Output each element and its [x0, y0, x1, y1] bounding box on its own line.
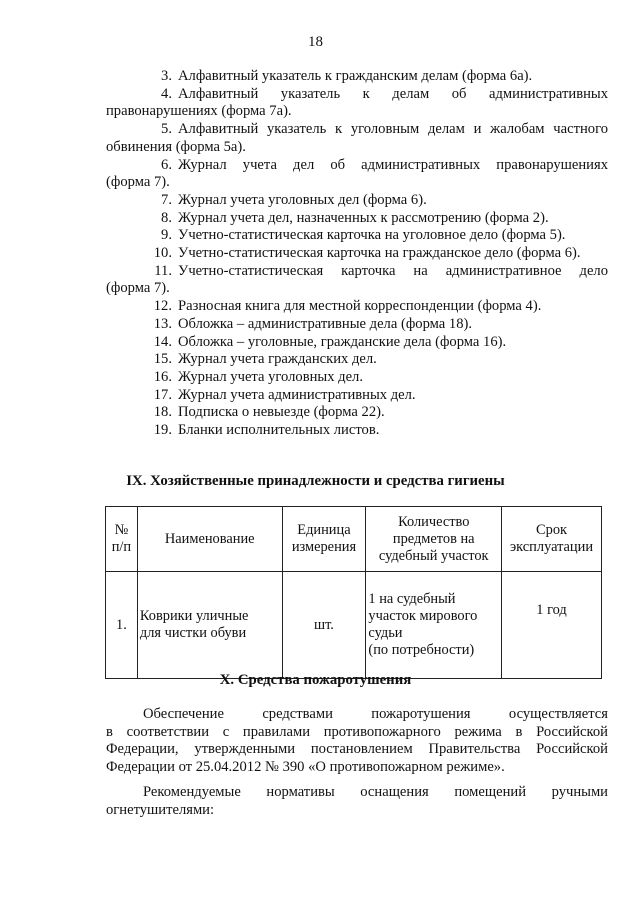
goods-table — [105, 506, 602, 679]
list-item — [106, 404, 608, 422]
list-item — [106, 227, 608, 245]
paragraph-line: Обеспечение средствами пожаротушения осуществляется — [143, 706, 608, 722]
list-item-text: Подписка о невыезде (форма 22). — [178, 404, 385, 421]
list-item-number: 19. — [153, 422, 172, 439]
list-item-number: 7. — [161, 191, 172, 208]
list-item-text: Учетно-статистическая карточка на уголовное дело (форма 5). — [178, 227, 566, 244]
list-item-number: 5. — [161, 121, 172, 138]
list-item-continuation: (форма 7). — [106, 280, 170, 297]
paragraph-line: в соответствии с правилами противопожарного режима в Российской — [106, 723, 608, 740]
list-item-number: 16. — [153, 368, 172, 385]
table-row — [106, 572, 602, 679]
paragraph-line: Федерации от 25.04.2012 № 390 «О противопожарном режиме». — [106, 759, 505, 776]
list-item — [106, 387, 608, 405]
header-quantity: Количество предметов на судебный участок — [366, 507, 502, 572]
header-name: Наименование — [137, 507, 282, 572]
list-item-number: 18. — [153, 404, 172, 421]
list-item-continuation: правонарушениях (форма 7а). — [106, 103, 292, 120]
list-item-number: 14. — [153, 333, 172, 350]
list-item — [106, 316, 608, 334]
list-item — [106, 369, 608, 387]
list-item — [106, 245, 608, 263]
list-item-number: 11. — [154, 262, 172, 279]
list-item — [106, 86, 608, 104]
list-item — [106, 210, 608, 228]
list-item-number: 9. — [161, 227, 172, 244]
list-item-text: Разносная книга для местной корреспонденции (форма 4). — [178, 298, 542, 315]
list-item — [106, 121, 608, 139]
section-title-ix: IX. Хозяйственные принадлежности и средства гигиены — [126, 473, 505, 489]
paragraph-line: Рекомендуемые нормативы оснащения помещений ручными — [143, 784, 608, 800]
list-item-text: Бланки исполнительных листов. — [178, 422, 380, 439]
list-item-text: Журнал учета дел, назначенных к рассмотрению (форма 2). — [178, 209, 549, 226]
list-item-continuation: (форма 7). — [106, 174, 170, 191]
list-item-number: 10. — [153, 245, 172, 262]
list-item — [106, 192, 608, 210]
list-item-text: Журнал учета дел об административных правонарушениях — [178, 156, 608, 173]
list-item — [106, 157, 608, 175]
cell-number: 1. — [106, 572, 138, 679]
list-item-text: Обложка – уголовные, гражданские дела (форма 16). — [178, 333, 507, 350]
list-item-text: Журнал учета административных дел. — [178, 386, 416, 403]
list-item-text: Учетно-статистическая карточка на гражданское дело (форма 6). — [178, 245, 581, 262]
cell-quantity: 1 на судебный участок мирового судьи (по потребности) — [366, 572, 502, 679]
list-item-number: 15. — [153, 351, 172, 368]
list-item — [106, 351, 608, 369]
list-item — [106, 68, 608, 86]
list-item-text: Обложка – административные дела (форма 18). — [178, 315, 473, 332]
list-item — [106, 263, 608, 281]
list-item-text: Журнал учета уголовных дел. — [178, 368, 363, 385]
document-list — [106, 68, 608, 440]
list-item-continuation: обвинения (форма 5а). — [106, 138, 246, 155]
paragraph-line: Федерации, утвержденными постановлением Правительства Российской — [106, 741, 608, 758]
list-item-text: Журнал учета уголовных дел (форма 6). — [178, 191, 427, 208]
cell-term: 1 год — [502, 572, 602, 679]
page-number: 18 — [308, 34, 323, 50]
table-header-row — [106, 507, 602, 572]
paragraph-extinguishers — [106, 784, 608, 819]
header-unit: Единица измерения — [282, 507, 366, 572]
header-number: № п/п — [106, 507, 138, 572]
list-item — [106, 298, 608, 316]
paragraph-fire-safety — [106, 706, 608, 777]
list-item-number: 3. — [161, 68, 172, 84]
list-item-text: Алфавитный указатель к гражданским делам (форма 6а). — [178, 68, 533, 84]
list-item-number: 6. — [161, 156, 172, 173]
cell-name: Коврики уличные для чистки обуви — [137, 572, 282, 679]
section-title-x: X. Средства пожаротушения — [219, 672, 412, 688]
list-item — [106, 422, 608, 440]
paragraph-line: огнетушителями: — [106, 801, 215, 818]
list-item — [106, 334, 608, 352]
list-item-number: 8. — [161, 209, 172, 226]
list-item-text: Алфавитный указатель к уголовным делам и жалобам частного — [178, 121, 608, 138]
list-item-text: Учетно-статистическая карточка на административное дело — [178, 262, 608, 279]
list-item-number: 4. — [161, 85, 172, 102]
header-term: Срок эксплуатации — [502, 507, 602, 572]
list-item-number: 12. — [153, 298, 172, 315]
list-item-text: Журнал учета гражданских дел. — [178, 351, 377, 368]
list-item-number: 13. — [153, 315, 172, 332]
list-item-text: Алфавитный указатель к делам об административных — [178, 85, 608, 102]
cell-unit: шт. — [282, 572, 366, 679]
list-item-number: 17. — [153, 386, 172, 403]
